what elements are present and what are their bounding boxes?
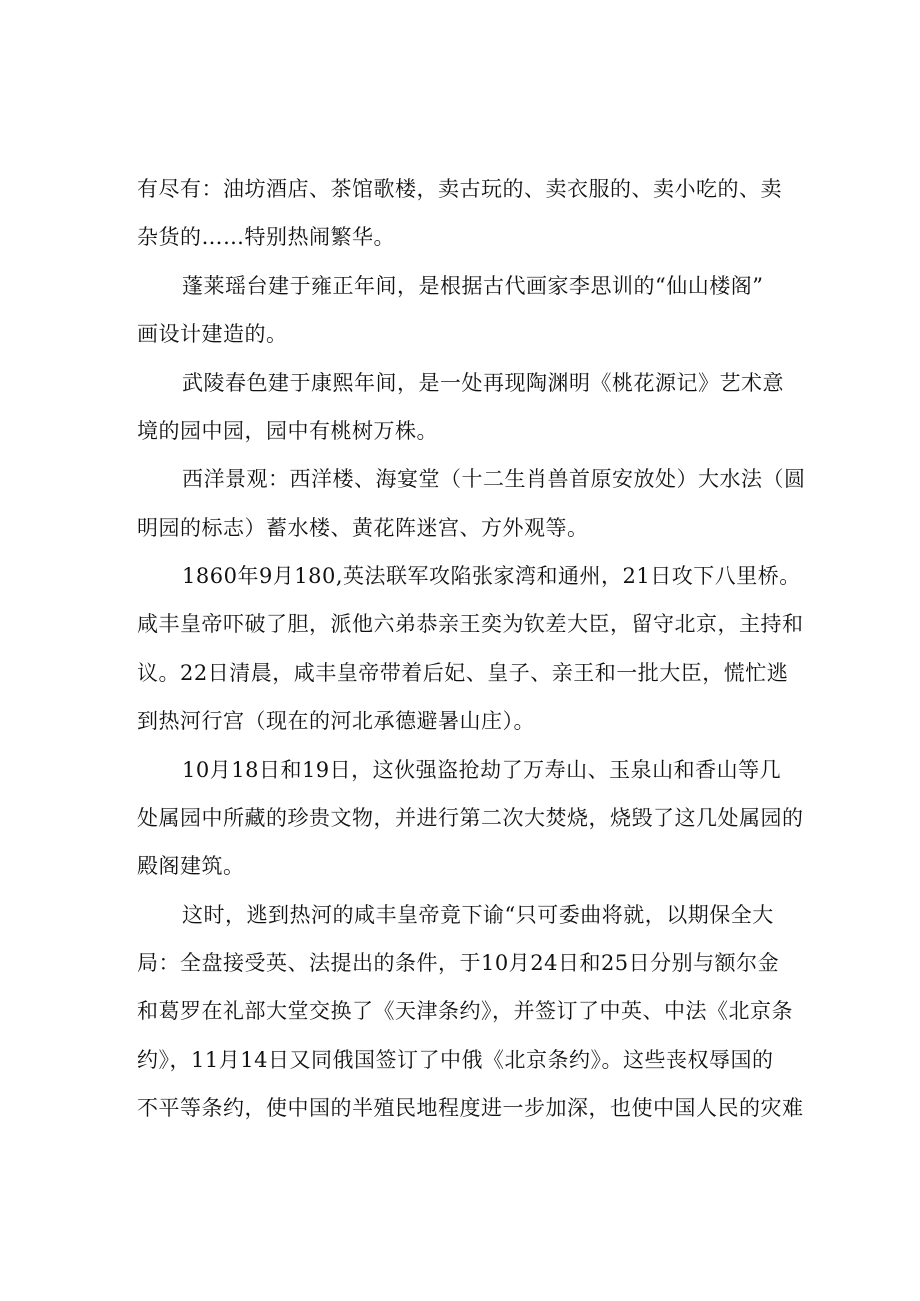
text-line: 不平等条约，使中国的半殖民地程度进一步加深，也使中国人民的灾难: [137, 1096, 804, 1120]
text-line: 议。22日清晨，咸丰皇帝带着后妃、皇子、亲王和一批大臣，慌忙逃: [137, 661, 789, 685]
text-line: 局：全盘接受英、法提出的条件，于10月24日和25日分别与额尔金: [137, 951, 780, 975]
text-line: 和葛罗在礼部大堂交换了《天津条约》，并签订了中英、中法《北京条: [137, 999, 793, 1023]
text-line: 1860年9月180,英法联军攻陷张家湾和通州，21日攻下八里桥。: [182, 564, 801, 588]
text-line: 武陵春色建于康熙年间，是一处再现陶渊明《桃花源记》艺术意: [182, 371, 784, 395]
text-line: 约》，11月14日又同俄国签订了中俄《北京条约》。这些丧权辱国的: [137, 1048, 774, 1072]
text-line: 处属园中所藏的珍贵文物，并进行第二次大焚烧，烧毁了这几处属园的: [137, 806, 804, 830]
text-line: 明园的标志）蓄水楼、黄花阵迷宫、方外观等。: [137, 516, 589, 540]
text-line: 西洋景观：西洋楼、海宴堂（十二生肖兽首原安放处）大水法（圆: [182, 467, 806, 491]
text-line: 境的园中园，园中有桃树万株。: [137, 419, 438, 443]
text-line: 咸丰皇帝吓破了胆，派他六弟恭亲王奕为钦差大臣，留守北京，主持和: [137, 612, 804, 636]
text-line: 画设计建造的。: [137, 322, 288, 346]
text-line: 有尽有：油坊酒店、茶馆歌楼，卖古玩的、卖衣服的、卖小吃的、卖: [137, 177, 782, 201]
text-line: 这时，逃到热河的咸丰皇帝竟下谕“只可委曲将就，以期保全大: [182, 903, 774, 927]
text-line: 蓬莱瑶台建于雍正年间，是根据古代画家李思训的“仙山楼阁”: [182, 274, 764, 298]
text-line: 殿阁建筑。: [137, 854, 245, 878]
text-line: 到热河行宫（现在的河北承德避暑山庄）。: [137, 709, 535, 733]
text-line: 10月18日和19日，这伙强盗抢劫了万寿山、玉泉山和香山等几: [182, 758, 782, 782]
text-line: 杂货的……特别热闹繁华。: [137, 225, 395, 249]
